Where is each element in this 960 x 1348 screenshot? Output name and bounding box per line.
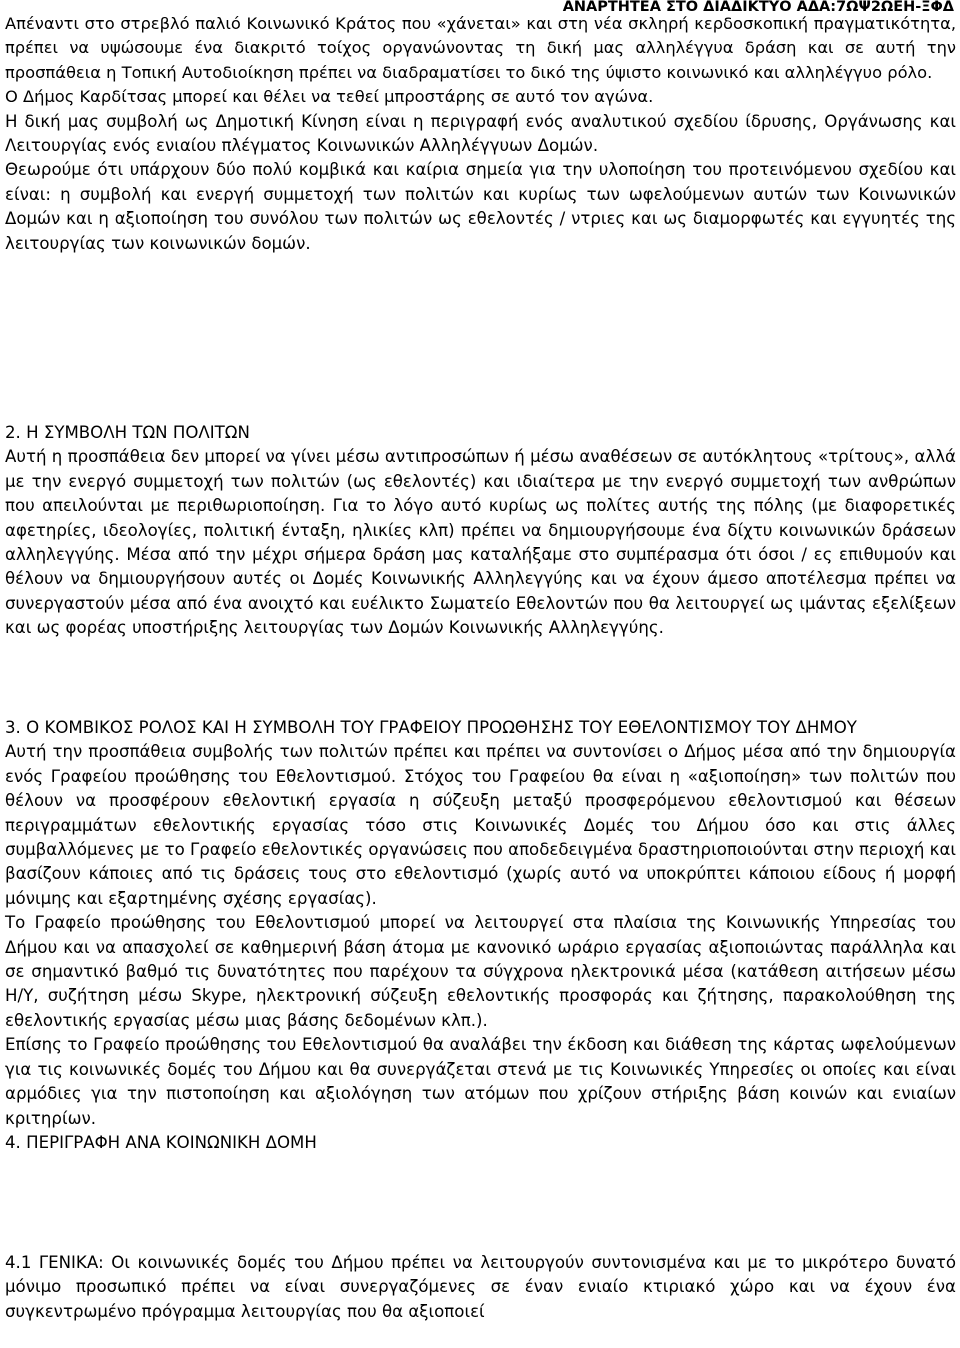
section-heading: 4. ΠΕΡΙΓΡΑΦΗ ΑΝΑ ΚΟΙΝΩΝΙΚΗ ΔΟΜΗ [5,1132,317,1152]
section-2 [5,421,956,641]
section-4 [5,1251,956,1324]
intro-paragraph: Απέναντι στο στρεβλό παλιό Κοινωνικό Κράτος που «χάνεται» και στη νέα σκληρή κερδοσκοπική πραγματικότητα, πρέπει να υψώσουμε ένα διακριτό τοίχος οργανώνοντας τη δική μας αλληλέγγυα δράση και σε αυτή την προσπάθεια η Τοπική Αυτοδιοίκηση πρέπει να διαδραματίσει το δικό της ύψιστο κοινωνικό και αλληλέγγυο ρόλο. [5,14,956,82]
intro-paragraph: Ο Δήμος Καρδίτσας μπορεί και θέλει να τεθεί μπροστάρης σε αυτό τον αγώνα. [5,87,654,107]
section-heading: 2. Η ΣΥΜΒΟΛΗ ΤΩΝ ΠΟΛΙΤΩΝ [5,423,250,442]
section-heading: 3. Ο ΚΟΜΒΙΚΟΣ ΡΟΛΟΣ ΚΑΙ Η ΣΥΜΒΟΛΗ ΤΟΥ ΓΡΑΦΕΙΟΥ ΠΡΟΩΘΗΣΗΣ ΤΟΥ ΕΘΕΛΟΝΤΙΣΜΟΥ ΤΟΥ ΔΗΜΟΥ [5,718,857,737]
section-paragraph: Αυτή η προσπάθεια δεν μπορεί να γίνει μέσω αντιπροσώπων ή μέσω αναθέσεων σε αυτόκλητους «τρίτους», αλλά με την ενεργό συμμετοχή των πολιτών (ως εθελοντές) και ιδιαίτερα με την ενεργό συμμετοχή των ανθρώπων που απειλούνται με περιθωριοποίηση. Για το λόγο αυτό κυρίως ως πολίτες αυτής της πόλης (με διαφορετικές αφετηρίες, ιδεολογίες, πολιτική ένταξη, ηλικίες κλπ) πρέπει να δημιουργήσουμε ένα δίχτυ κοινωνικών δράσεων αλληλεγγύης. Μέσα από την μέχρι σήμερα δράση μας καταλήξαμε στο συμπέρασμα ότι όσοι / ες επιθυμούν και θέλουν να δημιουργήσουν αυτές οι Δομές Κοινωνικής Αλληλεγγύης και να έχουν άμεσο αποτέλεσμα πρέπει να συνεργαστούν μέσα από ένα ανοιχτό και ευέλικτο Σωματείο Εθελοντών που θα λειτουργεί ως ιμάντας εξελίξεων και ως φορέας υποστήριξης λειτουργίας των Δομών Κοινωνικής Αλληλεγγύης. [5,447,956,638]
ada-header: ΑΝΑΡΤΗΤΕΑ ΣΤΟ ΔΙΑΔΙΚΤΥΟ ΑΔΑ:7ΩΨ2ΩΕΗ-ΞΦΔ [562,0,954,15]
section-3 [5,716,956,1155]
intro-paragraph: Θεωρούμε ότι υπάρχουν δύο πολύ κομβικά και καίρια σημεία για την υλοποίηση του προτεινόμενου σχεδίου και είναι: η συμβολή και ενεργή συμμετοχή των πολιτών και κυρίως των ωφελούμενων αυτών των Κοινωνικών Δομών και η αξιοποίηση του συνόλου των πολιτών ως εθελοντές / ντριες και ως διαμορφωτές και εγγυητές της λειτουργίας των κοινωνικών δομών. [5,160,956,253]
section-paragraph: Επίσης το Γραφείο προώθησης του Εθελοντισμού θα αναλάβει την έκδοση και διάθεση της κάρτας ωφελούμενων για τις κοινωνικές δομές του Δήμου και θα συνεργάζεται στενά με τις Κοινωνικές Υπηρεσίες οι οποίες και είναι αρμόδιες για την πιστοποίηση και αξιολόγηση των ατόμων που χρίζουν στήριξης βάση κοινών και ενιαίων κριτηρίων. [5,1035,956,1128]
section-paragraph: Το Γραφείο προώθησης του Εθελοντισμού μπορεί να λειτουργεί στα πλαίσια της Κοινωνικής Υπηρεσίας του Δήμου και να απασχολεί σε καθημερινή βάση άτομα με κανονικό ωράριο εργασίας αξιοποιώντας παράλληλα και σε σημαντικό βαθμό τις δυνατότητες που παρέχουν τα σύγχρονα ηλεκτρονικά μέσα (κατάθεση αιτήσεων μέσω Η/Υ, συζήτηση μέσω Skype, ηλεκτρονική σύζευξη εθελοντικής προσφοράς και ζήτησης, παρακολούθηση της εθελοντικής εργασίας μέσω μιας βάσης δεδομένων κλπ.). [5,913,956,1030]
section-paragraph: 4.1 ΓΕΝΙΚΑ: Οι κοινωνικές δομές του Δήμου πρέπει να λειτουργούν συντονισμένα και με το μικρότερο δυνατό μόνιμο προσωπικό πρέπει να είναι συνεργαζόμενες σε έναν ενιαίο κτιριακό χώρο και να έχουν ένα συγκεντρωμένο πρόγραμμα λειτουργίας που θα αξιοποιεί [5,1253,956,1321]
intro-section [5,12,956,256]
intro-paragraph: Η δική μας συμβολή ως Δημοτική Κίνηση είναι η περιγραφή ενός αναλυτικού σχεδίου ίδρυσης, Οργάνωσης και Λειτουργίας ενός ενιαίου πλέγματος Κοινωνικών Αλληλέγγυων Δομών. [5,111,956,156]
section-paragraph: Αυτή την προσπάθεια συμβολής των πολιτών πρέπει και πρέπει να συντονίσει ο Δήμος μέσα από την δημιουργία ενός Γραφείου προώθησης του Εθελοντισμού. Στόχος του Γραφείου θα είναι η «αξιοποίηση» των πολιτών που θέλουν να προσφέρουν εθελοντική εργασία η σύζευξη μεταξύ προσφερόμενου εθελοντισμού και θέσεων περιγραμμάτων εθελοντικής εργασίας τόσο στις Κοινωνικές Δομές του Δήμου όσο και στις άλλες συμβαλλόμενες με το Γραφείο εθελοντικές οργανώσεις που αποδεδειγμένα δραστηριοποιούνται στην περιοχή και βασίζουν κάποιες από τις δράσεις τους στο εθελοντισμό (χωρίς αυτό να υποκρύπτει κάποιου είδους ή μορφή μόνιμης και εξαρτημένης σχέσης εργασίας). [5,742,956,908]
